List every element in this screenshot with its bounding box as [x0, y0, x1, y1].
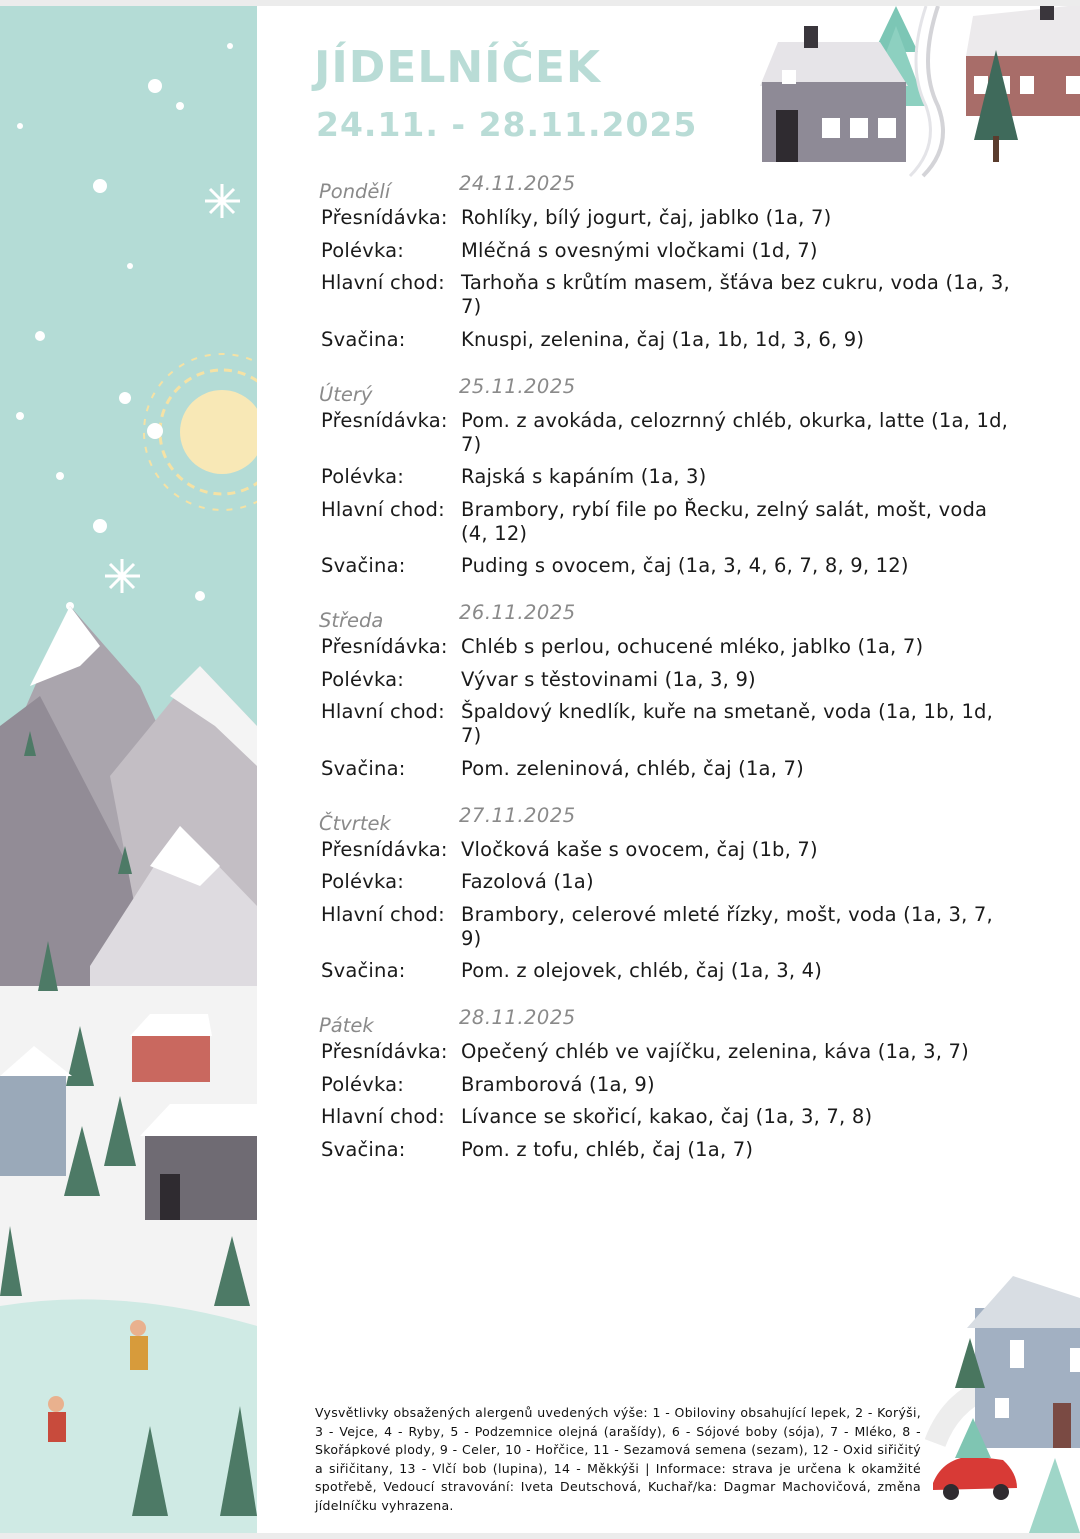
meal-text: Puding s ovocem, čaj (1a, 3, 4, 6, 7, 8, 9, 12): [461, 554, 909, 577]
meal-label: Polévka:: [321, 1072, 405, 1096]
day-section: [319, 172, 1019, 352]
weekly-menu: [319, 172, 1019, 1185]
meal-row: [319, 903, 1019, 951]
meal-text: Vývar s těstovinami (1a, 3, 9): [461, 667, 756, 691]
house-illustration: [748, 6, 1080, 186]
meal-text: Pom. z tofu, chléb, čaj (1a, 7): [461, 1137, 754, 1161]
meal-text: Knuspi, zelenina, čaj (1a, 1b, 1d, 3, 6, 9): [461, 327, 865, 351]
day-date: 28.11.2025: [459, 1006, 576, 1029]
day-date: 27.11.2025: [459, 803, 576, 827]
meal-text: Brambory, rybí file po Řecku, zelný salát, mošt, voda (4, 12): [461, 497, 988, 545]
day-date: 24.11.2025: [459, 172, 576, 195]
meal-row: [319, 239, 1019, 263]
day-name: Středa: [319, 609, 384, 632]
meal-label: Polévka:: [321, 465, 405, 488]
meal-text: Mléčná s ovesnými vločkami (1d, 7): [461, 238, 818, 262]
meal-label: Přesnídávka:: [321, 206, 448, 229]
allergen-footnote: Vysvětlivky obsažených alergenů uvedených výše: 1 - Obiloviny obsahující lepek, 2 - Korýši, 3 - Vejce, 4 - Ryby, 5 - Podzemnice olejná (arašídy), 6 - Sójové boby (sója), 7 - Mléko, 8 - Skořápkové plody, 9 - Celer, 10 - Hořčice, 11 - Sezamová semena (sezam), 12 - Oxid siřičitý a siřičitany, 13 - Vlčí bob (lupina), 14 - Měkkýši | Informace: strava je určena k okamžité spotřebě, Vedoucí stravování: Iveta Deutschová, Kuchař/ka: Dagmar Machovičová, změna jídelníčku vyhrazena.: [315, 1405, 921, 1513]
meal-text: Bramborová (1a, 9): [461, 1072, 655, 1096]
meal-label: Hlavní chod:: [321, 700, 445, 723]
meal-label: Svačina:: [321, 1137, 406, 1161]
meal-text: Fazolová (1a): [461, 870, 594, 893]
meal-row: [319, 700, 1019, 748]
meal-text: Brambory, celerové mleté řízky, mošt, voda (1a, 3, 7, 9): [461, 902, 993, 950]
day-section: [319, 601, 1019, 781]
day-header: [319, 601, 1019, 635]
meal-text: Pom. z avokáda, celozrnný chléb, okurka, latte (1a, 1d, 7): [461, 408, 1009, 456]
meal-text: Chléb s perlou, ochucené mléko, jablko (1a, 7): [461, 635, 924, 658]
meal-label: Přesnídávka:: [321, 408, 448, 432]
meal-row: [319, 1040, 1019, 1064]
day-name: Pondělí: [319, 180, 391, 203]
meal-label: Hlavní chod:: [321, 497, 445, 521]
meal-label: Přesnídávka:: [321, 635, 448, 658]
menu-page: [0, 6, 1080, 1533]
meal-row: [319, 465, 1019, 489]
meal-row: [319, 206, 1019, 230]
meal-label: Polévka:: [321, 238, 405, 262]
meal-text: Lívance se skořicí, kakao, čaj (1a, 3, 7, 8): [461, 1105, 873, 1128]
day-header: [319, 1006, 1019, 1040]
meal-label: Hlavní chod:: [321, 902, 445, 926]
meal-row: [319, 870, 1019, 894]
meal-row: [319, 959, 1019, 983]
meal-text: Opečený chléb ve vajíčku, zelenina, káva (1a, 3, 7): [461, 1040, 969, 1063]
meal-text: Rohlíky, bílý jogurt, čaj, jablko (1a, 7): [461, 206, 832, 229]
day-header: [319, 172, 1019, 206]
day-section: [319, 375, 1019, 579]
meal-row: [319, 498, 1019, 546]
day-header: [319, 804, 1019, 838]
day-section: [319, 1006, 1019, 1162]
day-name: Čtvrtek: [319, 811, 391, 835]
day-header: [319, 375, 1019, 409]
meal-row: [319, 554, 1019, 578]
meal-label: Hlavní chod:: [321, 271, 445, 294]
meal-row: [319, 1073, 1019, 1097]
meal-text: Vločková kaše s ovocem, čaj (1b, 7): [461, 837, 818, 861]
meal-label: Svačina:: [321, 327, 406, 351]
meal-label: Svačina:: [321, 554, 406, 577]
meal-label: Hlavní chod:: [321, 1105, 445, 1128]
meal-row: [319, 757, 1019, 781]
meal-row: [319, 409, 1019, 457]
meal-row: [319, 271, 1019, 319]
day-section: [319, 804, 1019, 984]
meal-row: [319, 1138, 1019, 1162]
meal-row: [319, 328, 1019, 352]
meal-label: Svačina:: [321, 756, 406, 780]
meal-row: [319, 838, 1019, 862]
meal-label: Polévka:: [321, 870, 405, 893]
day-name: Pátek: [319, 1014, 374, 1037]
meal-text: Tarhoňa s krůtím masem, šťáva bez cukru, voda (1a, 3, 7): [461, 271, 1010, 318]
meal-text: Pom. zeleninová, chléb, čaj (1a, 7): [461, 756, 804, 780]
date-range: 24.11. - 28.11.2025: [316, 105, 698, 144]
meal-label: Přesnídávka:: [321, 837, 448, 861]
page-title: JÍDELNÍČEK: [314, 42, 601, 93]
meal-label: Svačina:: [321, 959, 406, 982]
meal-label: Přesnídávka:: [321, 1040, 448, 1063]
house-illustration: [925, 1268, 1080, 1533]
meal-row: [319, 635, 1019, 659]
day-name: Úterý: [319, 382, 373, 406]
meal-text: Rajská s kapáním (1a, 3): [461, 465, 707, 488]
meal-row: [319, 1105, 1019, 1129]
meal-text: Špaldový knedlík, kuře na smetaně, voda (1a, 1b, 1d, 7): [461, 700, 994, 747]
meal-text: Pom. z olejovek, chléb, čaj (1a, 3, 4): [461, 959, 823, 982]
winter-scene-illustration: [0, 6, 257, 1533]
day-date: 25.11.2025: [459, 374, 576, 398]
meal-label: Polévka:: [321, 667, 405, 691]
meal-row: [319, 668, 1019, 692]
day-date: 26.11.2025: [459, 601, 576, 624]
